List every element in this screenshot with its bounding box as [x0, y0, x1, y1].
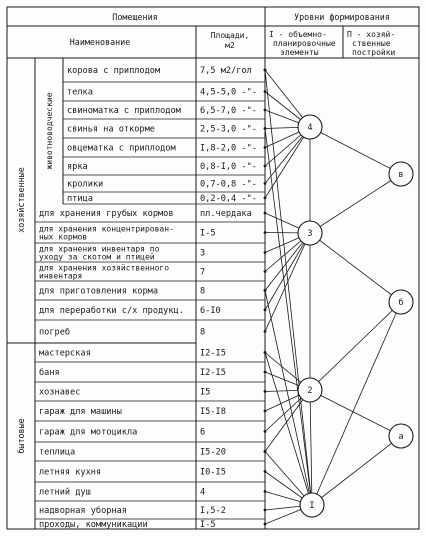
- header-level1-line3: элементы: [280, 48, 319, 57]
- row-area: 4: [200, 487, 206, 498]
- row-area: 7: [200, 267, 206, 278]
- node-label: б: [398, 298, 404, 308]
- level-nodes: [298, 115, 413, 517]
- node-label: в: [398, 170, 404, 180]
- row-name: телка: [67, 87, 93, 98]
- header-level2-line3: постройки: [352, 48, 396, 57]
- row-name: надворная уборная: [39, 506, 127, 516]
- row-end-dot: [264, 146, 267, 149]
- row-name: гараж для мотоцикла: [39, 427, 138, 438]
- row-end-dot: [264, 289, 267, 292]
- row-name: летняя кухня: [39, 467, 102, 478]
- row-name: баня: [39, 368, 60, 378]
- header-area-line2: м2: [225, 41, 235, 50]
- row-name: кролики: [67, 179, 104, 190]
- row-end-dot: [264, 450, 267, 453]
- row-name: для хранения инвентаря по: [39, 244, 160, 254]
- node-connector: [310, 302, 401, 390]
- row-end-dot: [264, 212, 267, 215]
- node-label: I: [309, 501, 315, 511]
- row-end-dot: [264, 69, 267, 72]
- header-level1-line2: планировочные: [273, 39, 336, 48]
- row-area: 8: [200, 286, 206, 297]
- row-area: I0-I5: [200, 467, 226, 478]
- row-end-dot: [264, 109, 267, 112]
- row-end-dot: [264, 90, 267, 93]
- row-name: летний душ: [39, 487, 91, 498]
- header-levels: Уровни формирования: [294, 12, 390, 22]
- row-end-dot: [264, 509, 267, 512]
- node-connector: [310, 233, 401, 302]
- node-label: 3: [307, 229, 313, 239]
- node-connector: [310, 127, 401, 174]
- node-connector: [310, 174, 401, 233]
- row-end-dot: [264, 330, 267, 333]
- row-end-dot: [264, 470, 267, 473]
- node-n2: [298, 378, 322, 402]
- row-name: теплица: [39, 447, 76, 458]
- row-name: для приготовления корма: [39, 286, 158, 297]
- row-area: 6-I0: [200, 306, 221, 316]
- header-premises: Помещения: [112, 12, 158, 22]
- row-area: 4,5-5,0 -"-: [200, 87, 257, 98]
- row-area: 2,5-3,0 -"-: [200, 124, 257, 135]
- row-area: I5-20: [200, 447, 226, 458]
- row-end-dot: [264, 127, 267, 130]
- row-area: I-5: [200, 228, 216, 239]
- row-end-dot: [264, 351, 267, 354]
- row-end-dot: [264, 523, 267, 526]
- row-end-dot: [264, 390, 267, 393]
- row-connector: [265, 353, 312, 506]
- row-name-continued: ных кормов: [39, 232, 88, 242]
- node-n4: [298, 115, 322, 139]
- row-area: I5: [200, 387, 211, 398]
- group-domestic: бытовые: [16, 418, 26, 454]
- row-end-dot: [264, 182, 267, 185]
- node-n3: [298, 221, 322, 245]
- node-nv: [389, 162, 413, 186]
- node-na: [389, 424, 413, 448]
- row-area: I5-I8: [200, 407, 226, 417]
- node-connector: [310, 390, 401, 436]
- node-connector: [312, 436, 401, 505]
- row-name-continued: уходу за скотом и птицей: [39, 252, 155, 262]
- table-rows: [35, 66, 265, 530]
- row-end-dot: [264, 410, 267, 413]
- row-connector: [265, 233, 310, 310]
- node-label: а: [398, 432, 404, 442]
- row-end-dot: [264, 251, 267, 254]
- header-area-line1: Площади,: [210, 31, 250, 40]
- header-level2-line2: ственные: [352, 39, 391, 48]
- row-area: пл.чердака: [200, 209, 252, 219]
- row-end-dot: [264, 490, 267, 493]
- row-area: I,8-2,0 -"-: [200, 143, 257, 154]
- row-end-dot: [264, 231, 267, 234]
- row-end-dot: [264, 430, 267, 433]
- node-n1: [300, 493, 324, 517]
- row-name: овцематка с приплодом: [67, 143, 176, 154]
- row-end-dot: [264, 197, 267, 200]
- row-name: для хранения концентрирован-: [39, 224, 174, 234]
- row-area: I-5: [200, 520, 216, 530]
- row-area: 6,5-7,0 -"-: [200, 106, 257, 116]
- row-name: хознавес: [39, 387, 81, 398]
- row-name: проходы, коммуникации: [39, 520, 148, 530]
- row-name: свиноматка с приплодом: [67, 106, 181, 116]
- row-area: 3: [200, 248, 206, 259]
- row-name: ярка: [67, 162, 88, 172]
- row-end-dot: [264, 165, 267, 168]
- row-area: 7,5 м2/гол: [200, 66, 252, 76]
- node-nb: [389, 290, 413, 314]
- row-area: 6: [200, 427, 206, 438]
- row-name-continued: инвентаря: [39, 271, 83, 281]
- row-name: мастерская: [39, 348, 91, 359]
- header-name: Наименование: [69, 37, 131, 47]
- header-level1-line1: I - объемно-: [269, 30, 327, 39]
- row-area: I2-I5: [200, 348, 226, 359]
- group-livestock: животноводческие: [45, 92, 54, 170]
- row-name: для хранения грубых кормов: [39, 209, 174, 219]
- row-name: свинья на откорме: [67, 124, 155, 135]
- group-household: хозяйственные: [16, 167, 26, 233]
- row-end-dot: [264, 270, 267, 273]
- row-end-dot: [264, 371, 267, 374]
- node-label: 4: [307, 123, 313, 133]
- node-connector: [312, 302, 404, 505]
- header-level2-line1: П - хозяй-: [347, 30, 396, 39]
- row-area: 0,8-I,0 -"-: [200, 162, 257, 172]
- row-name: для хранения хозяйственного: [39, 263, 170, 273]
- row-name: погреб: [39, 327, 71, 338]
- row-area: 0,2-0,4 -"-: [200, 194, 257, 204]
- row-area: I,5-2: [200, 506, 226, 516]
- row-area: 0,7-0,8 -"-: [200, 179, 257, 190]
- row-name: гараж для машины: [39, 407, 122, 417]
- row-end-dot: [264, 309, 267, 312]
- row-name: корова с приплодом: [67, 66, 161, 76]
- row-name: птица: [67, 194, 93, 204]
- row-area: 8: [200, 327, 206, 338]
- node-label: 2: [307, 386, 313, 396]
- connector-lines: [265, 70, 404, 524]
- row-name: для переработки с/х продукц.: [39, 306, 184, 316]
- row-area: I2-I5: [200, 368, 226, 378]
